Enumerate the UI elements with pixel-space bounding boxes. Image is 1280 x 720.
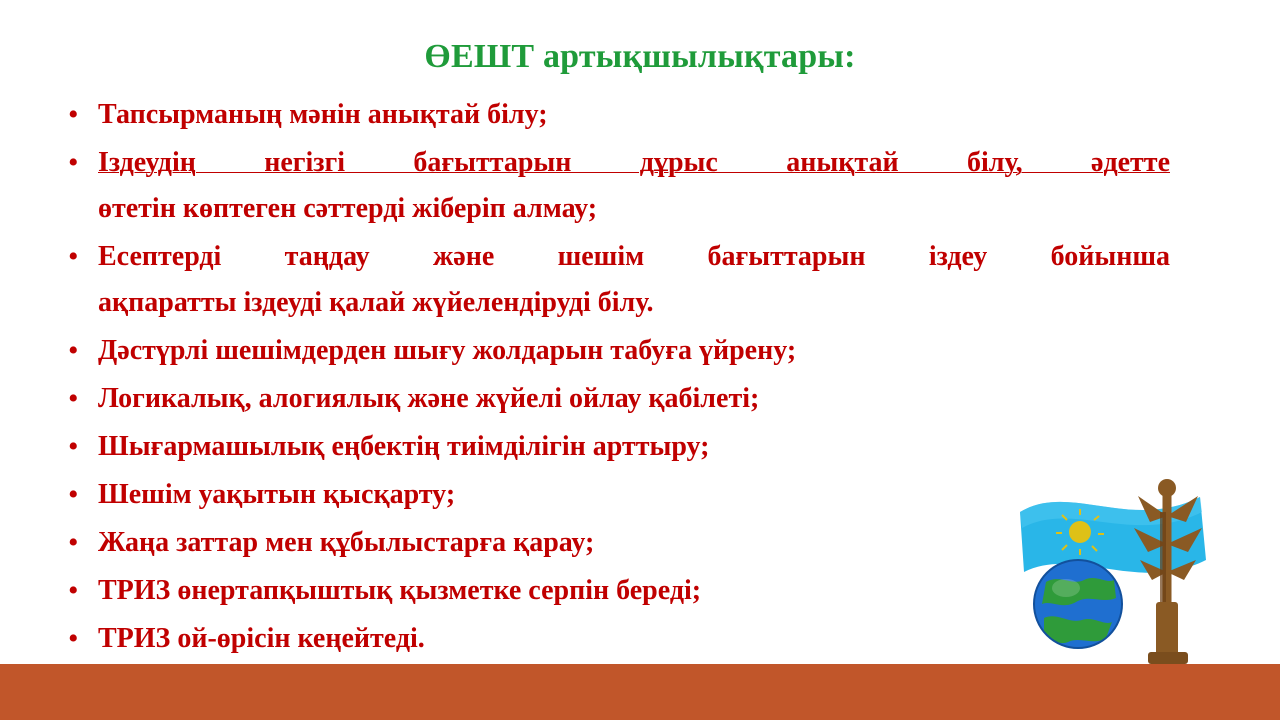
bullet-marker: • [68,526,79,559]
bullet-marker: • [68,98,79,131]
list-item-text [98,140,1170,232]
bullet-marker: • [68,430,79,463]
list-item-line: Есептерді таңдау және шешім бағыттарын іздеу бойынша [98,241,1170,272]
list-item-text: Логикалық, алогиялық және жүйелі ойлау қабілеті; [98,383,760,414]
bullet-marker: • [68,574,79,607]
list-item-text: Жаңа заттар мен құбылыстарға қарау; [98,527,595,558]
list-item [60,92,1170,138]
list-item-text: ТРИЗ ой-өрісін кеңейтеді. [98,623,425,654]
list-item [60,234,1170,326]
list-item [60,376,1170,422]
list-item [60,328,1170,374]
list-item-text: ТРИЗ өнертапқыштық қызметке серпін береді; [98,575,702,606]
bullet-marker: • [68,478,79,511]
bottom-accent-band [0,664,1280,720]
list-item-text: Дәстүрлі шешімдерден шығу жолдарын табуға үйрену; [98,335,797,366]
list-item [60,568,1170,614]
list-item [60,520,1170,566]
list-item [60,424,1170,470]
list-item-text: Шығармашылық еңбектің тиімділігін арттыру; [98,431,710,462]
list-item-line: өтетін көптеген сәттерді жіберіп алмау; [98,193,598,224]
list-item-text: Тапсырманың мәнін анықтай білу; [98,99,548,130]
list-item [60,140,1170,232]
bullet-marker: • [68,334,79,367]
bullet-marker: • [68,240,79,273]
bullet-marker: • [68,382,79,415]
list-item-text [98,234,1170,326]
list-item-text: Шешім уақытын қысқарту; [98,479,456,510]
list-item-line: Іздеудің негізгі бағыттарын дұрыс анықтай білу, әдетте [98,147,1170,178]
list-item [60,616,1170,662]
bullet-marker: • [68,622,79,655]
list-item-line: ақпаратты іздеуді қалай жүйелендіруді білу. [98,287,654,318]
page-title: ӨЕШТ артықшылықтары: [424,38,856,75]
bullet-list [60,92,1170,664]
bullet-marker: • [68,146,79,179]
list-item [60,472,1170,518]
